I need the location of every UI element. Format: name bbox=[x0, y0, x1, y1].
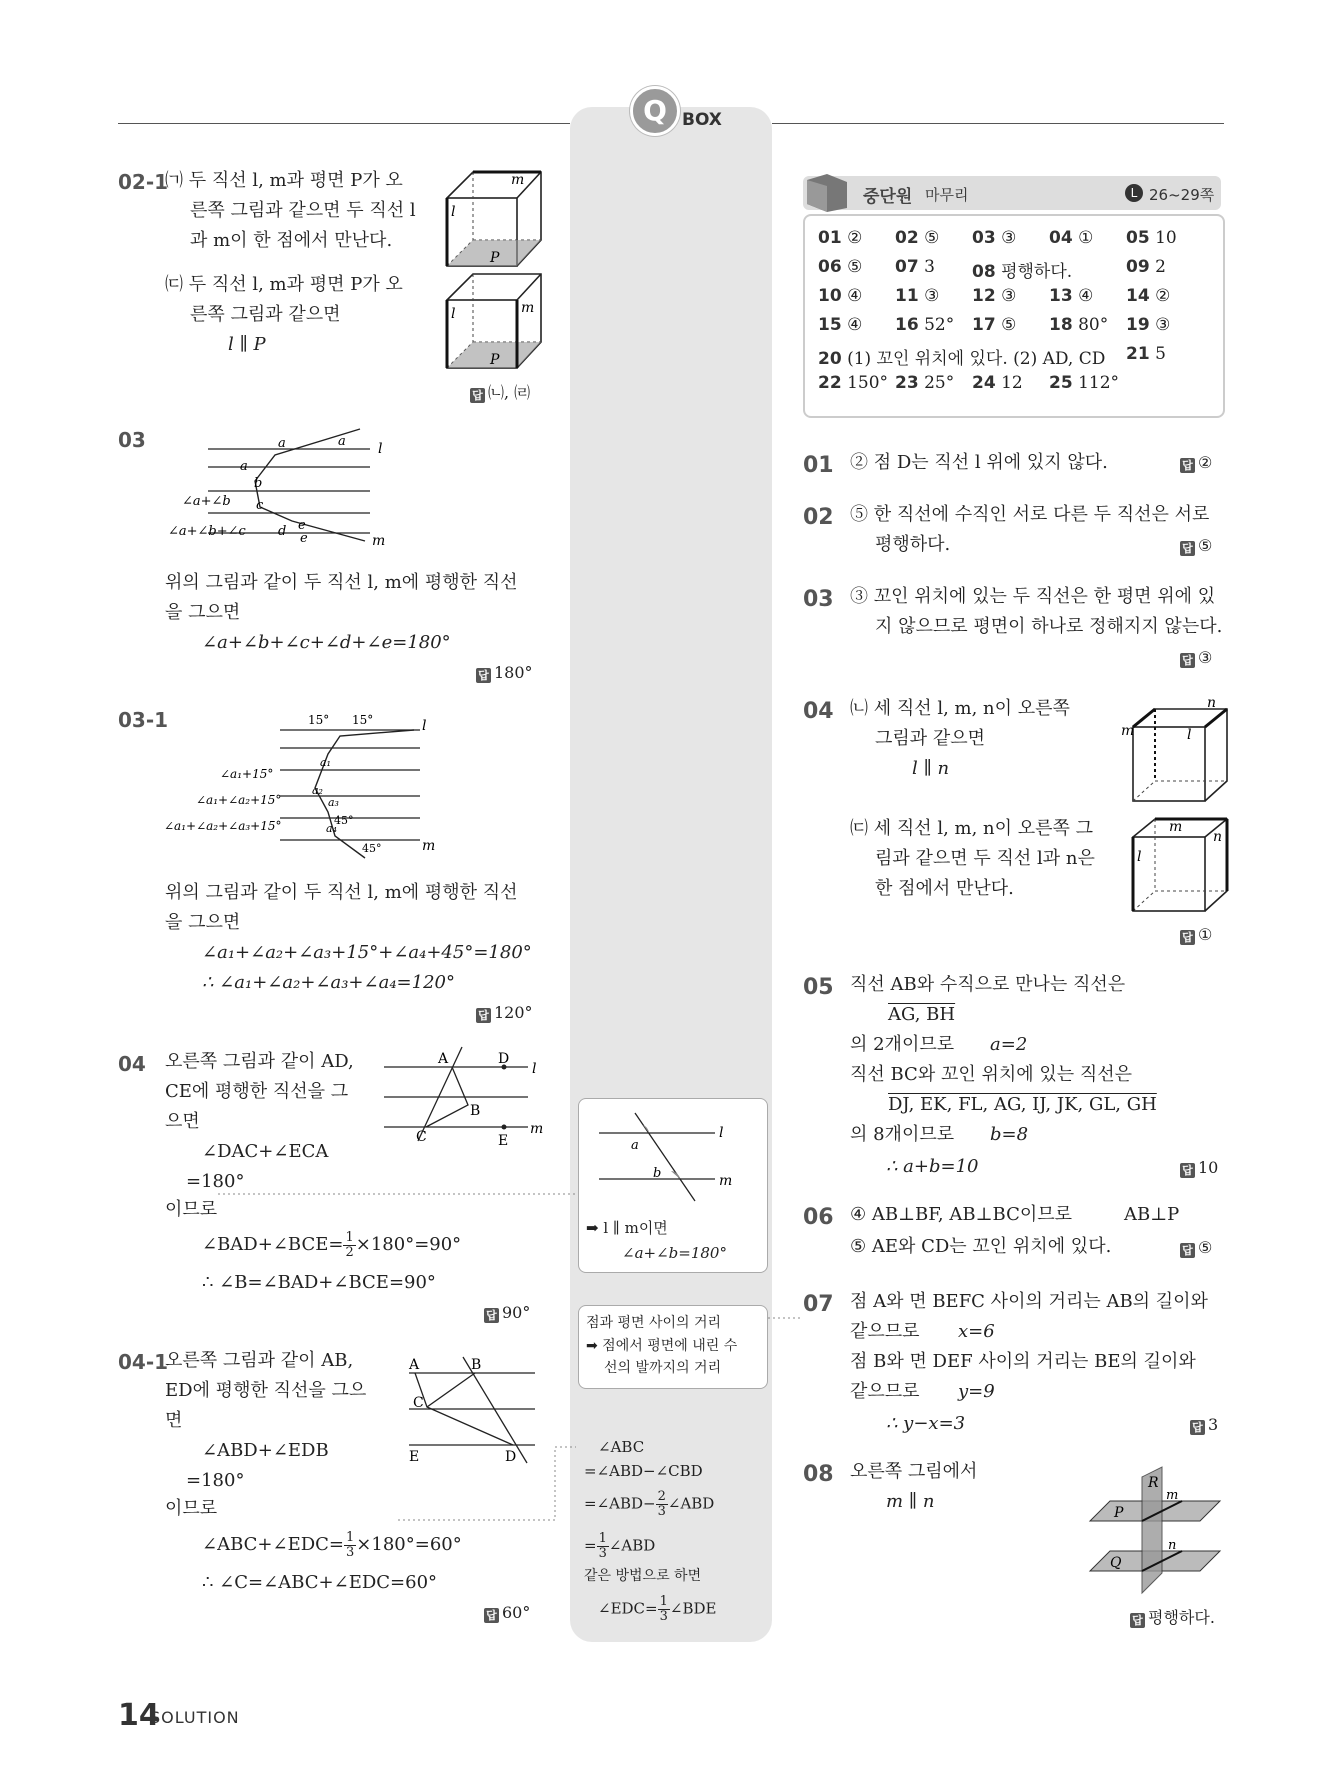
svg-text:m: m bbox=[422, 838, 436, 854]
svg-text:n: n bbox=[1213, 829, 1223, 845]
side-equation: =∠ABD− $\frac{2}{3}$ ∠ABD bbox=[584, 1489, 715, 1519]
svg-text:b: b bbox=[254, 476, 263, 491]
summary-number: 14 bbox=[1126, 286, 1150, 306]
problem-number: 03 bbox=[118, 428, 146, 452]
text-line: ㈀ 두 직선 l, m과 평면 P가 오 bbox=[165, 170, 403, 191]
summary-answer bbox=[1126, 228, 1177, 248]
summary-answer bbox=[972, 373, 1023, 393]
cube-label: m bbox=[511, 172, 525, 188]
svg-text:e: e bbox=[298, 518, 306, 533]
summary-value: ② bbox=[841, 228, 863, 248]
tip-text: ➡ 점에서 평면에 내린 수 bbox=[586, 1338, 738, 1354]
text-line: 점 A와 면 BEFC 사이의 거리는 AB의 길이와 bbox=[850, 1291, 1208, 1312]
text-line: ⑤ AE와 CD는 꼬인 위치에 있다. bbox=[850, 1236, 1112, 1257]
text-line: m ∥ n bbox=[886, 1491, 935, 1512]
text-line: y=9 bbox=[958, 1381, 995, 1402]
svg-text:R: R bbox=[1148, 1475, 1159, 1491]
answer-line: 답 ㈁, ㈃ bbox=[470, 380, 530, 403]
summary-answer bbox=[1126, 344, 1166, 364]
text-line: ㈂ 두 직선 l, m과 평면 P가 오 bbox=[165, 274, 403, 295]
summary-value: ⑤ bbox=[995, 315, 1017, 335]
svg-text:∠a+∠b+∠c: ∠a+∠b+∠c bbox=[168, 524, 246, 539]
equation: ∠a₁+∠a₂+∠a₃+15°+∠a₄+45°=180° bbox=[202, 942, 532, 963]
text-line: 을 그으면 bbox=[165, 602, 241, 623]
section-title: 중단원 bbox=[863, 187, 913, 207]
answer-line: 답 120° bbox=[476, 1003, 533, 1023]
svg-text:l: l bbox=[378, 441, 383, 457]
summary-answer bbox=[895, 373, 954, 393]
text-line: 른쪽 그림과 같으면 bbox=[190, 304, 341, 325]
svg-text:B: B bbox=[470, 1103, 481, 1119]
summary-answer bbox=[818, 315, 862, 335]
text-line: AG, BH bbox=[888, 1004, 956, 1025]
svg-text:∠a₁+∠a₂+∠a₃+15°: ∠a₁+∠a₂+∠a₃+15° bbox=[164, 819, 282, 833]
text-line: 위의 그림과 같이 두 직선 l, m에 평행한 직선 bbox=[165, 882, 518, 903]
svg-text:a: a bbox=[338, 434, 346, 449]
svg-text:D: D bbox=[498, 1051, 510, 1067]
text-line: ㈂ 세 직선 l, m, n이 오른쪽 그 bbox=[850, 818, 1094, 839]
svg-text:E: E bbox=[498, 1133, 509, 1149]
summary-answer bbox=[972, 228, 1016, 248]
svg-text:E: E bbox=[409, 1449, 420, 1465]
svg-text:∠a₁+15°: ∠a₁+15° bbox=[220, 767, 274, 781]
q-box-label: BOX bbox=[682, 110, 722, 130]
summary-answer bbox=[895, 315, 954, 335]
summary-value: ③ bbox=[995, 228, 1017, 248]
footer-label: SOLUTION bbox=[150, 1708, 240, 1727]
text-line: b=8 bbox=[990, 1124, 1029, 1145]
text-line: ㈁ 세 직선 l, m, n이 오른쪽 bbox=[850, 698, 1070, 719]
summary-value: 2 bbox=[1149, 257, 1166, 277]
svg-text:n: n bbox=[1168, 1538, 1177, 1553]
problem-number: 04 bbox=[803, 699, 834, 724]
text-line: 이므로 bbox=[165, 1498, 218, 1519]
summary-value: ⑤ bbox=[841, 257, 863, 277]
summary-value: ④ bbox=[1072, 286, 1094, 306]
svg-text:45°: 45° bbox=[362, 842, 382, 855]
text-line: 오른쪽 그림과 같이 AB, bbox=[165, 1350, 354, 1371]
summary-value: ③ bbox=[918, 286, 940, 306]
text-line: 같으므로 bbox=[850, 1381, 920, 1402]
side-equation: ∠ABC bbox=[598, 1438, 645, 1456]
cube-label: m bbox=[521, 300, 535, 316]
side-equation: = $\frac{1}{3}$ ∠ABD bbox=[584, 1531, 656, 1561]
answer-line: 답 180° bbox=[476, 663, 533, 683]
answer-line: 답 ⑤ bbox=[1180, 536, 1212, 556]
summary-number: 21 bbox=[1126, 344, 1150, 364]
summary-value: ① bbox=[1072, 228, 1094, 248]
svg-text:P: P bbox=[1114, 1505, 1124, 1521]
svg-text:l: l bbox=[422, 718, 427, 734]
summary-number: 25 bbox=[1049, 373, 1073, 393]
summary-value: 25° bbox=[918, 373, 955, 393]
svg-text:m: m bbox=[1169, 819, 1183, 835]
text-line: 평행하다. bbox=[875, 534, 951, 555]
svg-text:A: A bbox=[438, 1051, 449, 1067]
summary-value: 80° bbox=[1072, 315, 1109, 335]
equation: ∴ ∠C=∠ABC+∠EDC=60° bbox=[202, 1572, 438, 1593]
text-line: ③ 꼬인 위치에 있는 두 직선은 한 평면 위에 있 bbox=[850, 586, 1216, 607]
tip-text: ∠a+∠b=180° bbox=[622, 1244, 727, 1262]
svg-text:m: m bbox=[530, 1121, 544, 1137]
summary-number: 10 bbox=[818, 286, 842, 306]
svg-text:a: a bbox=[631, 1138, 639, 1153]
summary-value: ⑤ bbox=[918, 228, 940, 248]
summary-value: 3 bbox=[918, 257, 935, 277]
text-line: 림과 같으면 두 직선 l과 n은 bbox=[875, 848, 1095, 869]
svg-text:l: l bbox=[1187, 727, 1192, 743]
svg-text:n: n bbox=[1207, 695, 1217, 711]
summary-number: 09 bbox=[1126, 257, 1150, 277]
problem-number: 07 bbox=[803, 1292, 834, 1317]
svg-text:a: a bbox=[278, 436, 286, 451]
summary-answer bbox=[1049, 286, 1093, 306]
summary-answer bbox=[972, 257, 1072, 282]
text-line: DJ, EK, FL, AG, IJ, JK, GL, GH bbox=[888, 1094, 1157, 1115]
answer-line: 답 10 bbox=[1180, 1158, 1218, 1178]
summary-number: 12 bbox=[972, 286, 996, 306]
section-subtitle: 마무리 bbox=[925, 186, 969, 204]
summary-number: 03 bbox=[972, 228, 996, 248]
svg-text:m: m bbox=[1121, 723, 1135, 739]
text-line: 같으므로 bbox=[850, 1321, 920, 1342]
svg-text:15°: 15° bbox=[352, 713, 374, 727]
summary-number: 16 bbox=[895, 315, 919, 335]
summary-answer bbox=[895, 286, 939, 306]
problem-number: 06 bbox=[803, 1205, 834, 1230]
text-line: ∠DAC+∠ECA bbox=[202, 1141, 329, 1162]
svg-text:a₁: a₁ bbox=[320, 756, 331, 769]
summary-value: 112° bbox=[1072, 373, 1120, 393]
summary-value: 52° bbox=[918, 315, 955, 335]
text-line: ∴ a+b=10 bbox=[886, 1156, 979, 1177]
summary-number: 15 bbox=[818, 315, 842, 335]
answer-line: 답 ① bbox=[1180, 925, 1212, 945]
text-line: 지 않으므로 평면이 하나로 정해지지 않는다. bbox=[875, 616, 1223, 637]
page-number: 14 bbox=[118, 1698, 160, 1733]
summary-answer bbox=[1049, 315, 1108, 335]
summary-value: (1) 꼬인 위치에 있다. (2) AD, CD bbox=[841, 349, 1106, 369]
cube-figure-q04a bbox=[1121, 695, 1235, 805]
summary-answer bbox=[895, 228, 939, 248]
svg-text:l: l bbox=[1137, 849, 1142, 865]
summary-number: 19 bbox=[1126, 315, 1150, 335]
text-line: 직선 AB와 수직으로 만나는 직선은 bbox=[850, 974, 1126, 995]
text-line: ⑤ 한 직선에 수직인 서로 다른 두 직선은 서로 bbox=[850, 504, 1210, 525]
svg-text:B: B bbox=[471, 1357, 482, 1373]
text-line: 으면 bbox=[165, 1111, 200, 1132]
summary-value: ③ bbox=[1149, 315, 1171, 335]
tip-text: 점과 평면 사이의 거리 bbox=[586, 1315, 722, 1331]
svg-text:C: C bbox=[416, 1129, 427, 1145]
text-line: x=6 bbox=[958, 1321, 995, 1342]
text-line: 직선 BC와 꼬인 위치에 있는 직선은 bbox=[850, 1064, 1132, 1085]
text-line: 을 그으면 bbox=[165, 912, 241, 933]
problem-number: 02-1 bbox=[118, 170, 169, 194]
summary-answer bbox=[972, 315, 1016, 335]
answer-line: 답 ⑤ bbox=[1180, 1238, 1212, 1258]
text-line: l ∥ P bbox=[228, 334, 266, 355]
text-line: ∴ y−x=3 bbox=[886, 1413, 966, 1434]
summary-value: 150° bbox=[841, 373, 889, 393]
text-line: 면 bbox=[165, 1410, 183, 1431]
text-line: ④ AB⊥BF, AB⊥BC이므로 bbox=[850, 1204, 1073, 1225]
text-line: 오른쪽 그림과 같이 AD, bbox=[165, 1051, 354, 1072]
svg-text:m: m bbox=[372, 533, 386, 549]
problem-number: 02 bbox=[803, 505, 834, 530]
cube-label: P bbox=[490, 352, 500, 368]
text-line: ② 점 D는 직선 l 위에 있지 않다. bbox=[850, 452, 1108, 473]
q-box-badge: Q bbox=[630, 86, 680, 136]
problem-number: 03 bbox=[803, 587, 834, 612]
summary-number: 01 bbox=[818, 228, 842, 248]
summary-number: 08 bbox=[972, 262, 996, 282]
summary-value: 10 bbox=[1149, 228, 1177, 248]
problem-number: 04 bbox=[118, 1052, 146, 1076]
svg-text:Q: Q bbox=[1110, 1555, 1122, 1571]
tip-text: 선의 발까지의 거리 bbox=[604, 1360, 722, 1376]
cube-label: P bbox=[490, 250, 500, 266]
page-range: 26~29쪽 bbox=[1149, 186, 1215, 204]
summary-value: 5 bbox=[1149, 344, 1166, 364]
summary-answer bbox=[818, 286, 862, 306]
summary-answer bbox=[1049, 373, 1119, 393]
summary-value: ② bbox=[1149, 286, 1171, 306]
answer-line: 답 60° bbox=[484, 1603, 530, 1623]
cube-label: l bbox=[451, 306, 456, 322]
summary-answer bbox=[1126, 257, 1166, 277]
page-icon: L bbox=[1125, 184, 1143, 202]
problem-number: 03-1 bbox=[118, 708, 169, 732]
summary-number: 06 bbox=[818, 257, 842, 277]
summary-value: ③ bbox=[995, 286, 1017, 306]
text-line: 의 8개이므로 bbox=[850, 1124, 955, 1145]
summary-answer bbox=[818, 344, 1105, 369]
svg-text:m: m bbox=[719, 1173, 733, 1189]
planes-figure-q08 bbox=[1090, 1465, 1225, 1595]
summary-answer bbox=[1126, 315, 1170, 335]
text-line: =180° bbox=[186, 1470, 245, 1491]
text-line: AB⊥P bbox=[1124, 1204, 1180, 1225]
equation: ∠BAD+∠BCE= $\frac{1}{2}$ ×180°=90° bbox=[202, 1229, 462, 1260]
summary-value: ④ bbox=[841, 286, 863, 306]
summary-number: 04 bbox=[1049, 228, 1073, 248]
svg-text:l: l bbox=[532, 1061, 537, 1077]
equation: ∠a+∠b+∠c+∠d+∠e=180° bbox=[202, 632, 451, 653]
text-line: 오른쪽 그림에서 bbox=[850, 1461, 978, 1482]
summary-number: 07 bbox=[895, 257, 919, 277]
equation: ∠ABC+∠EDC= $\frac{1}{3}$ ×180°=60° bbox=[202, 1529, 462, 1560]
text-line: CE에 평행한 직선을 그 bbox=[165, 1081, 349, 1102]
summary-answer bbox=[1126, 286, 1170, 306]
text-line: 의 2개이므로 bbox=[850, 1034, 955, 1055]
svg-text:a₂: a₂ bbox=[312, 784, 323, 797]
svg-text:m: m bbox=[1166, 1488, 1179, 1503]
svg-text:c: c bbox=[256, 498, 264, 513]
text-line: 그림과 같으면 bbox=[875, 728, 986, 749]
svg-text:D: D bbox=[505, 1449, 517, 1465]
cube-label: l bbox=[451, 204, 456, 220]
text-line: a=2 bbox=[990, 1034, 1028, 1055]
text-line: 이므로 bbox=[165, 1199, 218, 1220]
summary-answer bbox=[972, 286, 1016, 306]
summary-value: ④ bbox=[841, 315, 863, 335]
svg-text:∠a₁+∠a₂+15°: ∠a₁+∠a₂+15° bbox=[196, 793, 282, 807]
summary-number: 02 bbox=[895, 228, 919, 248]
summary-answer bbox=[818, 228, 862, 248]
summary-number: 05 bbox=[1126, 228, 1150, 248]
text-line: ∠ABD+∠EDB bbox=[202, 1440, 329, 1461]
problem-number: 05 bbox=[803, 975, 834, 1000]
text-line: 과 m이 한 점에서 만난다. bbox=[190, 230, 393, 251]
side-equation: ∠EDC= $\frac{1}{3}$ ∠BDE bbox=[598, 1594, 717, 1624]
summary-number: 13 bbox=[1049, 286, 1073, 306]
problem-number: 04-1 bbox=[118, 1350, 169, 1374]
svg-text:d: d bbox=[278, 524, 287, 539]
summary-number: 11 bbox=[895, 286, 919, 306]
svg-text:A: A bbox=[409, 1357, 420, 1373]
summary-number: 23 bbox=[895, 373, 919, 393]
equation: ∴ ∠B=∠BAD+∠BCE=90° bbox=[202, 1272, 436, 1293]
text-line: =180° bbox=[186, 1171, 245, 1192]
answer-line: 답 평행하다. bbox=[1130, 1605, 1215, 1628]
text-line: 한 점에서 만난다. bbox=[875, 878, 1014, 899]
side-equation: 같은 방법으로 하면 bbox=[584, 1568, 702, 1584]
svg-text:a₃: a₃ bbox=[328, 796, 339, 809]
answer-line: 답 ③ bbox=[1180, 648, 1212, 668]
summary-answer bbox=[818, 257, 862, 277]
section-header bbox=[803, 176, 1221, 210]
summary-number: 24 bbox=[972, 373, 996, 393]
summary-number: 17 bbox=[972, 315, 996, 335]
summary-value: 평행하다. bbox=[995, 262, 1073, 282]
text-line: l ∥ n bbox=[912, 758, 950, 779]
svg-text:C: C bbox=[413, 1395, 424, 1411]
problem-number: 08 bbox=[803, 1462, 834, 1487]
svg-text:45°: 45° bbox=[334, 814, 354, 827]
cube-figure-q04b bbox=[1125, 815, 1235, 915]
equation: ∴ ∠a₁+∠a₂+∠a₃+∠a₄=120° bbox=[202, 972, 455, 993]
svg-text:b: b bbox=[653, 1166, 662, 1181]
problem-number: 01 bbox=[803, 453, 834, 478]
svg-text:l: l bbox=[719, 1125, 724, 1141]
svg-text:a₄: a₄ bbox=[326, 822, 337, 835]
side-equation: =∠ABD−∠CBD bbox=[584, 1462, 703, 1480]
summary-number: 18 bbox=[1049, 315, 1073, 335]
summary-answer bbox=[1049, 228, 1093, 248]
svg-text:15°: 15° bbox=[308, 713, 330, 727]
summary-answer bbox=[895, 257, 935, 277]
text-line: 점 B와 면 DEF 사이의 거리는 BE의 길이와 bbox=[850, 1351, 1196, 1372]
svg-text:a: a bbox=[240, 459, 248, 474]
answer-line: 답 ② bbox=[1180, 453, 1212, 473]
answer-line: 답 3 bbox=[1190, 1415, 1218, 1435]
text-line: ED에 평행한 직선을 그으 bbox=[165, 1380, 367, 1401]
tip-text: ➡ l ∥ m이면 bbox=[586, 1219, 668, 1237]
summary-value: 12 bbox=[995, 373, 1023, 393]
svg-text:e: e bbox=[300, 531, 308, 546]
svg-text:∠a+∠b: ∠a+∠b bbox=[182, 494, 231, 509]
summary-answer bbox=[818, 373, 888, 393]
summary-number: 22 bbox=[818, 373, 842, 393]
text-line: 른쪽 그림과 같으면 두 직선 l bbox=[190, 200, 416, 221]
text-line: 위의 그림과 같이 두 직선 l, m에 평행한 직선 bbox=[165, 572, 518, 593]
summary-number: 20 bbox=[818, 349, 842, 369]
answer-line: 답 90° bbox=[484, 1303, 530, 1323]
